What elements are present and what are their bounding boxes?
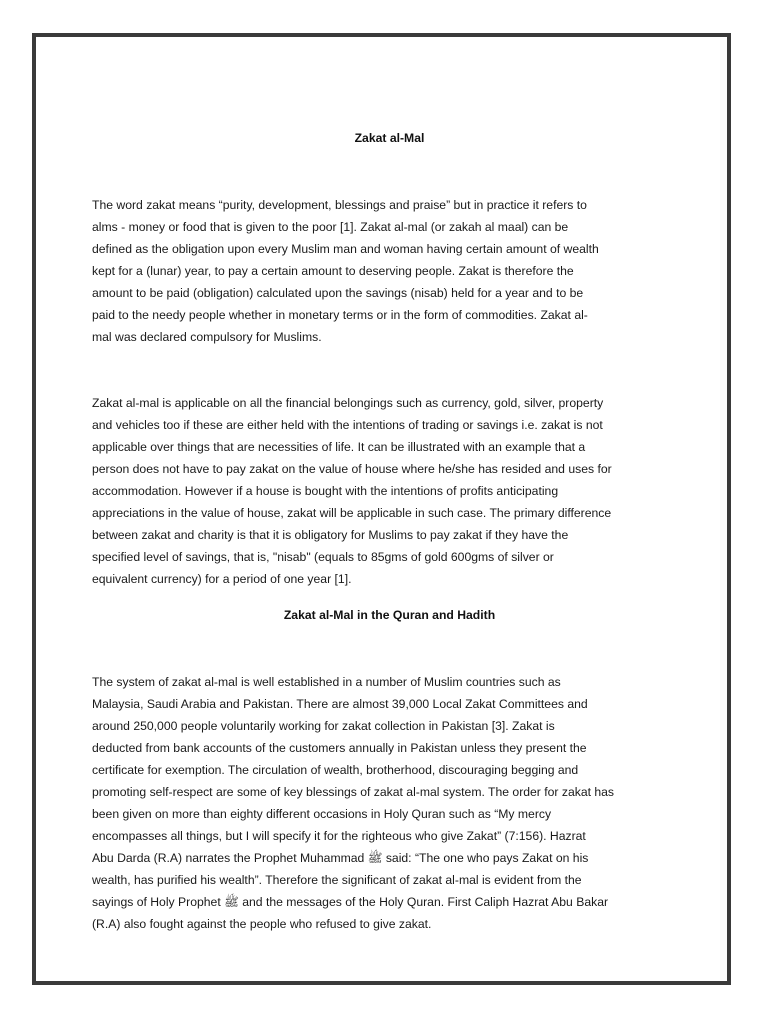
paragraph-intro [92, 194, 687, 348]
text-line: alms - money or food that is given to the poor [1]. Zakat al-mal (or zakah al maal) can be [92, 220, 569, 234]
text-line: encompasses all things, but I will specify it for the righteous who give Zakat” (7:156). Hazrat [92, 829, 586, 843]
text-line: equivalent currency) for a period of one year [1]. [92, 572, 352, 586]
text-line: applicable over things that are necessities of life. It can be illustrated with an example that a [92, 440, 586, 454]
text-line: kept for a (lunar) year, to pay a certain amount to deserving people. Zakat is therefore the [92, 264, 574, 278]
text-line: certificate for exemption. The circulation of wealth, brotherhood, discouraging begging and [92, 763, 579, 777]
text-line: paid to the needy people whether in monetary terms or in the form of commodities. Zakat al- [92, 308, 588, 322]
text-line: specified level of savings, that is, "nisab" (equals to 85gms of gold 600gms of silver or [92, 550, 554, 564]
text-line: accommodation. However if a house is bought with the intentions of profits anticipating [92, 484, 559, 498]
document-title: Zakat al-Mal [354, 131, 425, 145]
document-page [32, 33, 731, 985]
text-line: around 250,000 people voluntarily working for zakat collection in Pakistan [3]. Zakat is [92, 719, 555, 733]
text-line: and vehicles too if these are either held with the intentions of trading or savings i.e. zakat is not [92, 418, 603, 432]
text-line: Malaysia, Saudi Arabia and Pakistan. There are almost 39,000 Local Zakat Committees and [92, 697, 588, 711]
paragraph-applicability [92, 392, 687, 590]
text-line: The system of zakat al-mal is well established in a number of Muslim countries such as [92, 675, 561, 689]
text-line: deducted from bank accounts of the customers annually in Pakistan unless they present the [92, 741, 587, 755]
text-line: mal was declared compulsory for Muslims. [92, 330, 322, 344]
paragraph-quran-hadith [92, 671, 687, 935]
text-line: sayings of Holy Prophet ﷺ and the messages of the Holy Quran. First Caliph Hazrat Abu Bakar [92, 895, 609, 909]
text-line: defined as the obligation upon every Muslim man and woman having certain amount of wealth [92, 242, 599, 256]
text-line: promoting self-respect are some of key blessings of zakat al-mal system. The order for zakat has [92, 785, 615, 799]
text-line: The word zakat means “purity, development, blessings and praise” but in practice it refers to [92, 198, 587, 212]
text-line: person does not have to pay zakat on the value of house where he/she has resided and uses for [92, 462, 612, 476]
text-line: (R.A) also fought against the people who refused to give zakat. [92, 917, 432, 931]
section-subheading: Zakat al-Mal in the Quran and Hadith [283, 608, 496, 622]
text-line: Abu Darda (R.A) narrates the Prophet Muhammad ﷺ said: “The one who pays Zakat on his [92, 851, 589, 865]
text-line: wealth, has purified his wealth”. Therefore the significant of zakat al-mal is evident from the [92, 873, 582, 887]
text-line: Zakat al-mal is applicable on all the financial belongings such as currency, gold, silver, property [92, 396, 604, 410]
text-line: appreciations in the value of house, zakat will be applicable in such case. The primary difference [92, 506, 612, 520]
text-line: amount to be paid (obligation) calculated upon the savings (nisab) held for a year and to be [92, 286, 584, 300]
text-line: between zakat and charity is that it is obligatory for Muslims to pay zakat if they have the [92, 528, 569, 542]
text-line: been given on more than eighty different occasions in Holy Quran such as “My mercy [92, 807, 552, 821]
